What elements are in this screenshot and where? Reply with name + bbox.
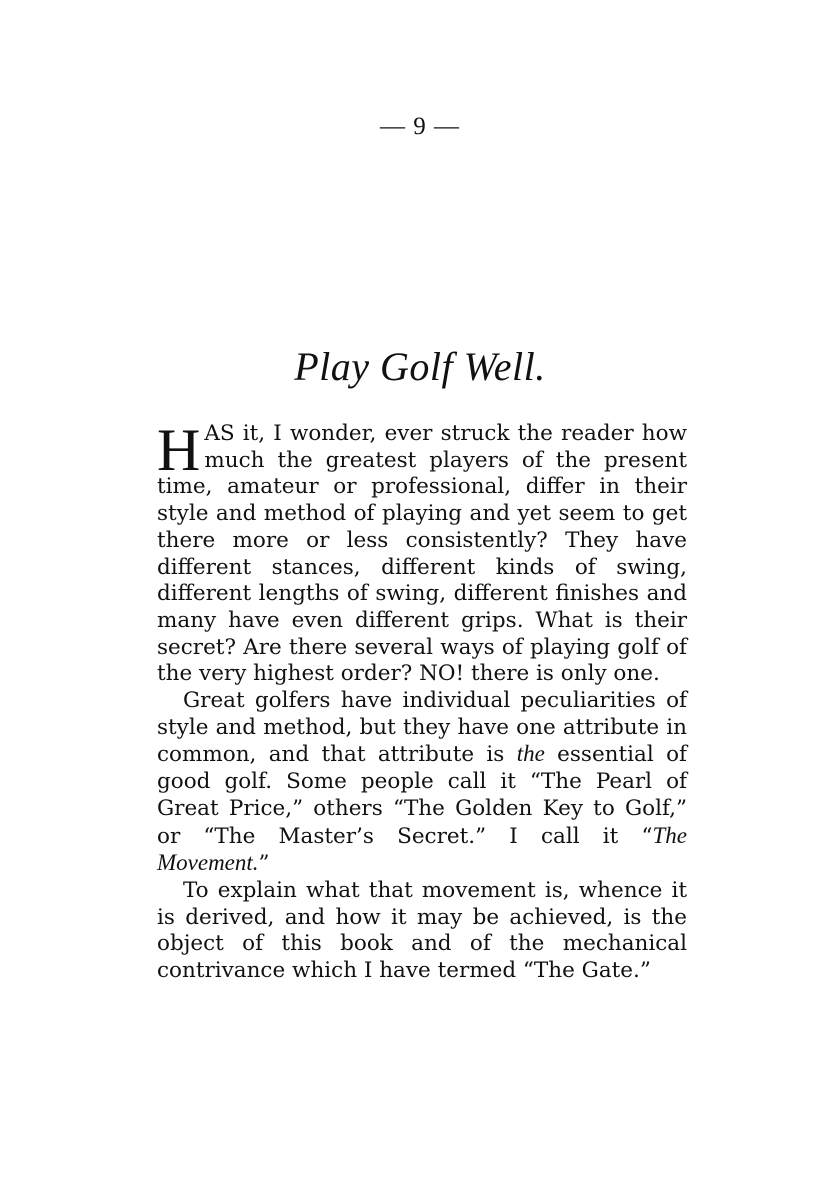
emphasis-the: the (516, 741, 545, 767)
paragraph-2 (157, 688, 687, 878)
paragraph-3 (157, 878, 687, 985)
page-title: Play Golf Well. (294, 344, 546, 389)
paragraph-2-text-2: essential of good golf. Some people call it “The Pearl of Great Price,” others “The Golden Key to Golf,” or “The Master’s Secret.” I call it “ (157, 742, 687, 849)
paragraph-3-text: To explain what that movement is, whence it is derived, and how it may be achieved, is the object of this book and of the mechanical contrivance which I have termed “The Gate.” (157, 877, 687, 984)
paragraph-1 (157, 417, 687, 688)
paragraph-2-text-3: ” (258, 851, 270, 877)
emphasis-the-movement: The Movement. (157, 822, 687, 876)
page-number: — 9 — (380, 113, 460, 140)
drop-cap: H (157, 417, 201, 483)
body-text (157, 417, 687, 985)
paragraph-2-text-1: Great golfers have individual peculiarities of style and method, but they have one attribute in common, and that attribute is (157, 688, 687, 768)
paragraph-1-text: AS it, I wonder, ever struck the reader how much the greatest players of the present time, amateur or professional, differ in their style and method of playing and yet seem to get there more or less consistently? They have different stances, different kinds of swing, different lengths of swing, different finishes and many have even different grips. What is their secret? Are there several ways of playing golf of the very highest order? NO! there is only one. (157, 421, 687, 687)
